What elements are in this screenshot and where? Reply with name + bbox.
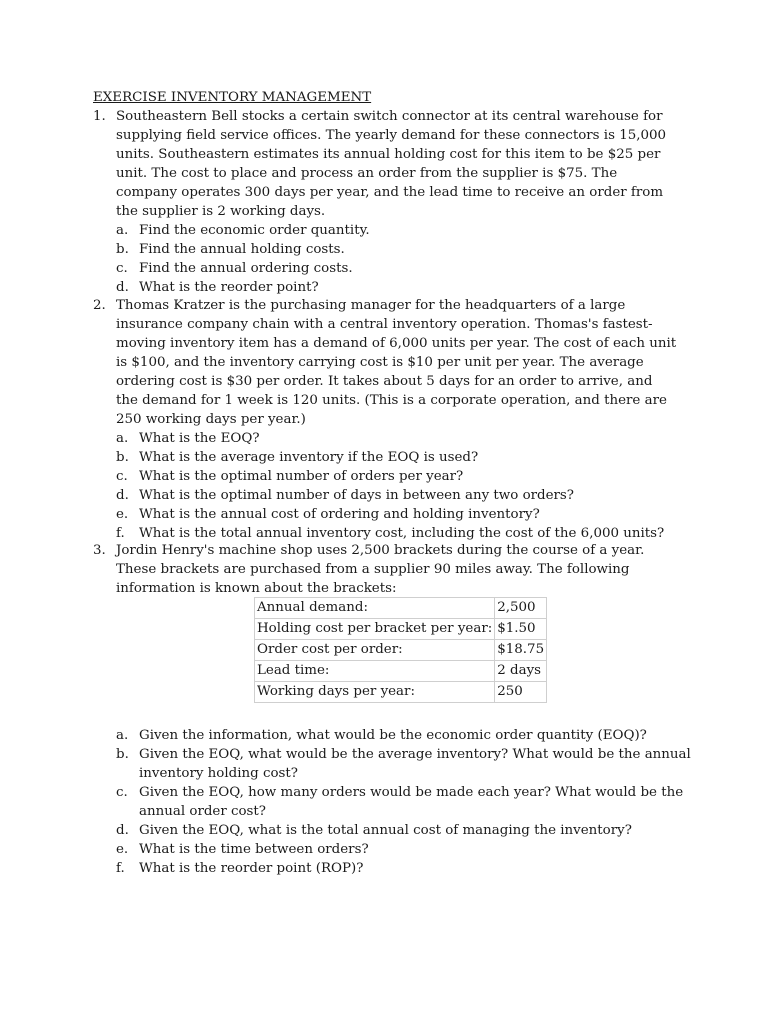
sub-question-letter: c. — [116, 469, 128, 484]
sub-question-text: Given the EOQ, what would be the average inventory? What would be the annual inventory holding cost? — [139, 747, 691, 781]
table-cell-label: Order cost per order: — [255, 640, 495, 661]
bracket-info-table — [254, 597, 547, 703]
table-cell-label: Holding cost per bracket per year: — [255, 619, 495, 640]
sub-question-text: What is the time between orders? — [139, 842, 369, 857]
sub-question-text: Given the EOQ, how many orders would be made each year? What would be the annual order cost? — [139, 785, 684, 819]
sub-question-list — [93, 429, 693, 543]
question-1 — [93, 107, 693, 297]
table-cell-value: 250 — [495, 682, 547, 703]
sub-question — [93, 259, 693, 278]
sub-question — [93, 467, 693, 486]
sub-question-letter: c. — [116, 261, 128, 276]
question-number: 2. — [93, 298, 106, 313]
table-row — [255, 619, 547, 640]
sub-question — [93, 221, 693, 240]
sub-question-letter: f. — [116, 526, 125, 541]
sub-question-text: What is the reorder point? — [139, 280, 319, 295]
table-cell-value: $1.50 — [495, 619, 547, 640]
sub-question — [93, 745, 693, 783]
sub-question-text: Find the economic order quantity. — [139, 223, 370, 238]
sub-question-list — [93, 726, 693, 878]
question-3-subquestions — [93, 726, 693, 878]
sub-question — [93, 840, 693, 859]
sub-question-text: Find the annual holding costs. — [139, 242, 345, 257]
sub-question — [93, 429, 693, 448]
sub-question-letter: a. — [116, 728, 129, 743]
sub-question-text: What is the total annual inventory cost, including the cost of the 6,000 units? — [139, 526, 665, 541]
table-row — [255, 598, 547, 619]
sub-question-letter: d. — [116, 823, 129, 838]
table-row — [255, 661, 547, 682]
sub-question-text: What is the EOQ? — [139, 431, 260, 446]
sub-question-text: What is the annual cost of ordering and holding inventory? — [139, 507, 540, 522]
sub-question — [93, 505, 693, 524]
table-cell-value: 2,500 — [495, 598, 547, 619]
question-text: Jordin Henry's machine shop uses 2,500 brackets during the course of a year. These brackets are purchased from a supplier 90 miles away. The following information is known about the brackets: — [116, 543, 645, 596]
sub-question — [93, 859, 693, 878]
page-title: EXERCISE INVENTORY MANAGEMENT — [93, 90, 372, 105]
question-2 — [93, 296, 693, 543]
question-3 — [93, 541, 693, 598]
sub-question-letter: e. — [116, 842, 129, 857]
sub-question-text: What is the optimal number of days in between any two orders? — [139, 488, 574, 503]
sub-question-letter: f. — [116, 861, 125, 876]
sub-question-letter: a. — [116, 223, 129, 238]
table-cell-value: 2 days — [495, 661, 547, 682]
sub-question — [93, 821, 693, 840]
sub-question — [93, 278, 693, 297]
sub-question-letter: e. — [116, 507, 129, 522]
sub-question — [93, 783, 693, 821]
sub-question-text: What is the average inventory if the EOQ is used? — [139, 450, 479, 465]
table-cell-label: Annual demand: — [255, 598, 495, 619]
sub-question-list — [93, 221, 693, 297]
question-number: 1. — [93, 109, 106, 124]
sub-question-letter: b. — [116, 242, 129, 257]
sub-question-text: What is the optimal number of orders per year? — [139, 469, 464, 484]
sub-question-letter: d. — [116, 488, 129, 503]
sub-question-text: Find the annual ordering costs. — [139, 261, 353, 276]
table-cell-label: Working days per year: — [255, 682, 495, 703]
question-text: Thomas Kratzer is the purchasing manager for the headquarters of a large insurance company chain with a central inventory operation. Thomas's fastest-moving inventory item has a demand of 6,000 units per year. The cost of each unit is $100, and the inventory carrying cost is $10 per unit per year. The average ordering cost is $30 per order. It takes about 5 days for an order to arrive, and the demand for 1 week is 120 units. (This is a corporate operation, and there are 250 working days per year.) — [116, 298, 677, 427]
table-cell-value: $18.75 — [495, 640, 547, 661]
sub-question-letter: b. — [116, 747, 129, 762]
table-row — [255, 682, 547, 703]
sub-question-letter: d. — [116, 280, 129, 295]
sub-question — [93, 726, 693, 745]
table-row — [255, 640, 547, 661]
sub-question-text: Given the information, what would be the economic order quantity (EOQ)? — [139, 728, 647, 743]
sub-question — [93, 448, 693, 467]
question-text: Southeastern Bell stocks a certain switch connector at its central warehouse for supplying field service offices. The yearly demand for these connectors is 15,000 units. Southeastern estimates its annual holding cost for this item to be $25 per unit. The cost to place and process an order from the supplier is $75. The company operates 300 days per year, and the lead time to receive an order from the supplier is 2 working days. — [116, 109, 667, 219]
sub-question — [93, 486, 693, 505]
sub-question-letter: b. — [116, 450, 129, 465]
sub-question — [93, 240, 693, 259]
sub-question-letter: c. — [116, 785, 128, 800]
table-cell-label: Lead time: — [255, 661, 495, 682]
sub-question-text: What is the reorder point (ROP)? — [139, 861, 364, 876]
question-number: 3. — [93, 543, 106, 558]
sub-question-letter: a. — [116, 431, 129, 446]
sub-question-text: Given the EOQ, what is the total annual cost of managing the inventory? — [139, 823, 632, 838]
